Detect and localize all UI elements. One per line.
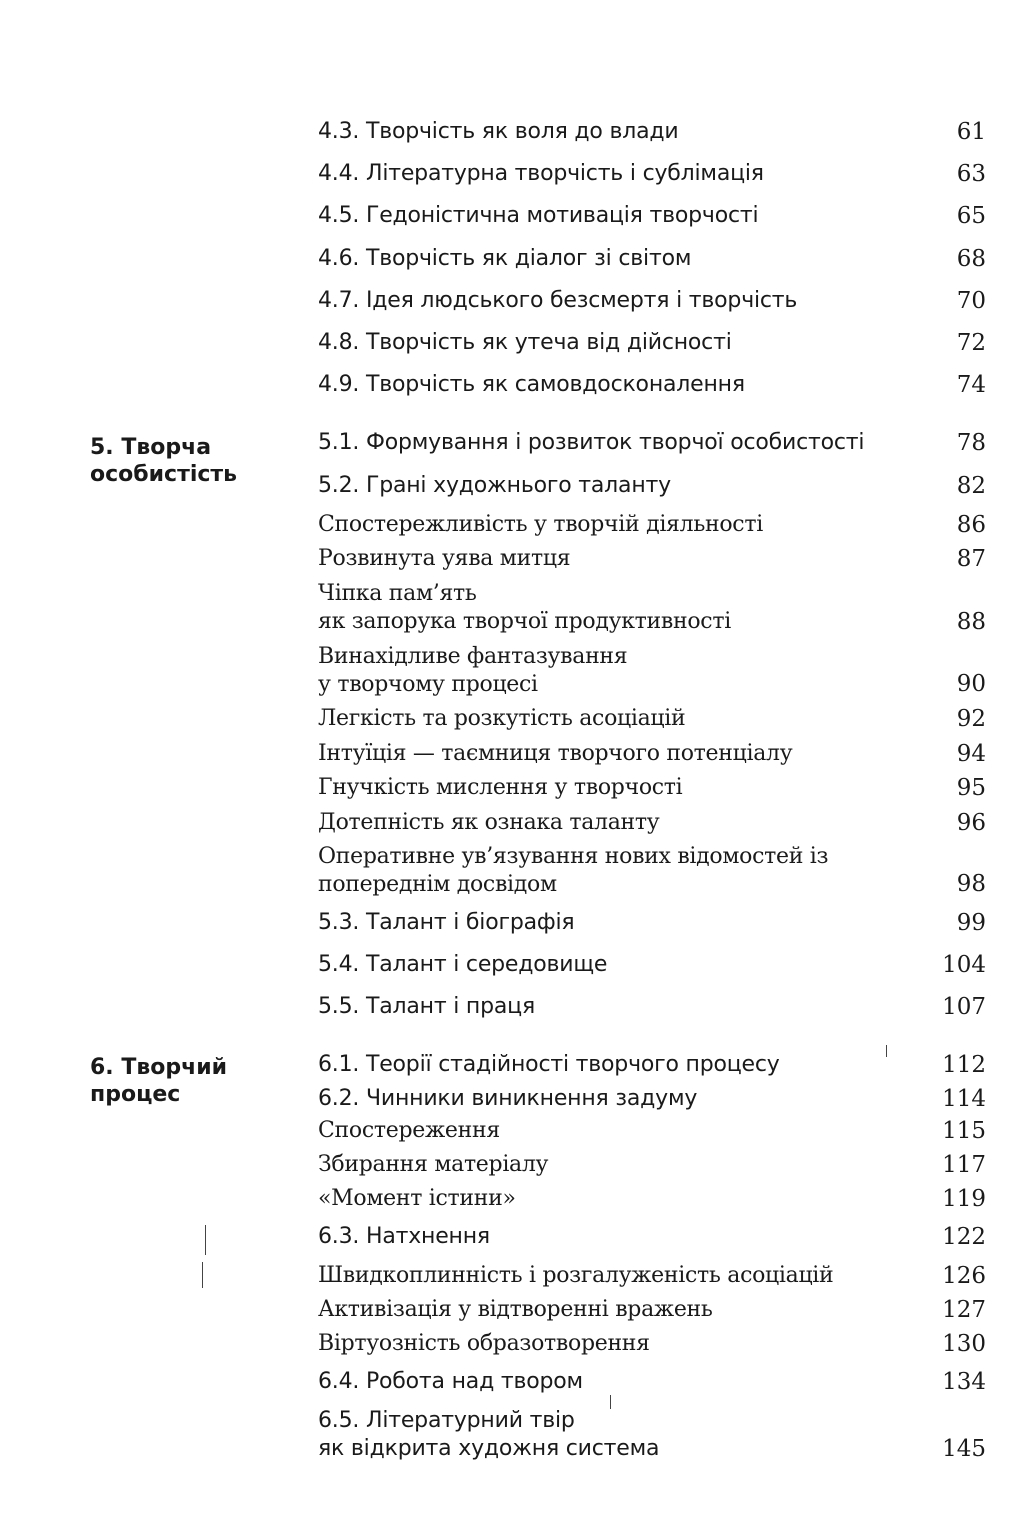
toc-entry-text: 4.9. Творчість як самовдосконалення: [318, 372, 745, 397]
toc-entry[interactable]: [318, 371, 878, 399]
toc-page-number: 88: [956, 609, 986, 635]
toc-page-number: 98: [956, 871, 986, 897]
toc-entry[interactable]: [318, 287, 878, 315]
toc-page-number: 70: [956, 288, 986, 314]
toc-entry[interactable]: [318, 993, 878, 1021]
toc-entry-text: Віртуозність образотворення: [318, 1331, 650, 1356]
toc-entry-text: Чіпка пам’ять: [318, 581, 477, 606]
toc-entry-text: 4.7. Ідея людського безсмертя і творчість: [318, 288, 798, 313]
toc-entry-text: Спостережливість у творчій діяльності: [318, 512, 763, 537]
toc-entry[interactable]: [318, 1085, 878, 1113]
toc-entry-text: Гнучкість мислення у творчості: [318, 775, 683, 800]
toc-entry-text: у творчому процесі: [318, 672, 538, 697]
toc-entry[interactable]: [318, 329, 878, 357]
toc-entry-text: 4.3. Творчість як воля до влади: [318, 119, 679, 144]
toc-entry[interactable]: [318, 1407, 878, 1463]
toc-page-number: 94: [956, 741, 986, 767]
section-title-line: 5. Творча: [90, 435, 212, 460]
toc-entry-text: 4.4. Літературна творчість і сублімація: [318, 161, 764, 186]
toc-page-number: 127: [942, 1297, 986, 1323]
toc-page-number: 115: [942, 1118, 986, 1144]
toc-entry-text: Розвинута уява митця: [318, 546, 571, 571]
toc-entry-text: як відкрита художня система: [318, 1436, 660, 1461]
toc-page-number: 114: [942, 1086, 986, 1112]
toc-entry[interactable]: [318, 429, 878, 457]
toc-entry-text: 6.4. Робота над твором: [318, 1369, 583, 1394]
toc-page-number: 65: [956, 203, 986, 229]
scan-mark: [205, 1225, 206, 1255]
toc-entry[interactable]: [318, 843, 878, 899]
toc-page-number: 78: [956, 430, 986, 456]
toc-page-number: 122: [942, 1224, 986, 1250]
section-title-creative-process: [90, 1054, 290, 1108]
toc-entry[interactable]: [318, 1368, 878, 1396]
toc-entry[interactable]: [318, 1117, 878, 1145]
toc-entry[interactable]: [318, 118, 878, 146]
toc-page-number: 61: [956, 119, 986, 145]
toc-page-number: 87: [956, 546, 986, 572]
toc-entry[interactable]: [318, 809, 878, 837]
toc-entry[interactable]: [318, 580, 878, 636]
toc-page-number: 134: [942, 1369, 986, 1395]
toc-entry-text: Винахідливе фантазування: [318, 644, 628, 669]
toc-entry[interactable]: [318, 705, 878, 733]
toc-page-number: 90: [956, 671, 986, 697]
scan-mark: [202, 1262, 203, 1288]
toc-page-number: 126: [942, 1263, 986, 1289]
toc-entry[interactable]: [318, 643, 878, 699]
toc-page-number: 95: [956, 775, 986, 801]
toc-entry-text: 5.3. Талант і біографія: [318, 910, 575, 935]
toc-page-number: 145: [942, 1436, 986, 1462]
toc-page-number: 82: [956, 473, 986, 499]
section-title-creative-personality: [90, 434, 290, 488]
toc-entry[interactable]: [318, 1151, 878, 1179]
section-title-line: 6. Творчий: [90, 1055, 228, 1080]
toc-page-number: 68: [956, 246, 986, 272]
toc-entry-text: 4.5. Гедоністична мотивація творчості: [318, 203, 759, 228]
toc-page-number: 74: [956, 372, 986, 398]
toc-entry[interactable]: [318, 160, 878, 188]
toc-entry[interactable]: [318, 1330, 878, 1358]
toc-entry[interactable]: [318, 909, 878, 937]
toc-entry[interactable]: [318, 1223, 878, 1251]
toc-entry-text: 5.5. Талант і праця: [318, 994, 535, 1019]
toc-entry-text: 4.6. Творчість як діалог зі світом: [318, 246, 692, 271]
toc-page-number: 96: [956, 810, 986, 836]
toc-entry-text: Легкість та розкутість асоціацій: [318, 706, 686, 731]
toc-entry[interactable]: [318, 472, 878, 500]
toc-entry-text: 5.1. Формування і розвиток творчої особистості: [318, 430, 865, 455]
toc-entry-text: Збирання матеріалу: [318, 1152, 549, 1177]
toc-entry-text: 5.2. Грані художнього таланту: [318, 473, 671, 498]
toc-page-number: 104: [942, 952, 986, 978]
toc-page-number: 92: [956, 706, 986, 732]
toc-entry-text: «Момент істини»: [318, 1186, 516, 1211]
toc-entry[interactable]: [318, 1262, 878, 1290]
toc-page-number: 99: [956, 910, 986, 936]
section-title-line: процес: [90, 1082, 181, 1107]
toc-page-number: 112: [942, 1052, 986, 1078]
toc-entry-text: Швидкоплинність і розгалуженість асоціацій: [318, 1263, 834, 1288]
toc-entry[interactable]: [318, 1296, 878, 1324]
toc-entry[interactable]: [318, 951, 878, 979]
toc-entry-text: 5.4. Талант і середовище: [318, 952, 608, 977]
scan-mark: [610, 1395, 611, 1409]
toc-page-number: 119: [942, 1186, 986, 1212]
toc-entry[interactable]: [318, 511, 878, 539]
toc-entry[interactable]: [318, 1185, 878, 1213]
toc-entry[interactable]: [318, 545, 878, 573]
toc-entry[interactable]: [318, 1051, 878, 1079]
toc-entry[interactable]: [318, 245, 878, 273]
scan-mark: [886, 1045, 887, 1057]
toc-entry[interactable]: [318, 740, 878, 768]
section-title-line: особистість: [90, 462, 238, 487]
toc-entry-text: Активізація у відтворенні вражень: [318, 1297, 713, 1322]
toc-page-number: 72: [956, 330, 986, 356]
toc-entry-text: 6.5. Літературний твір: [318, 1408, 575, 1433]
toc-page-number: 117: [942, 1152, 986, 1178]
toc-entry-text: Інтуїція — таємниця творчого потенціалу: [318, 741, 793, 766]
toc-entry-text: Спостереження: [318, 1118, 500, 1143]
toc-page-number: 130: [942, 1331, 986, 1357]
toc-page-number: 107: [942, 994, 986, 1020]
toc-entry-text: 6.2. Чинники виникнення задуму: [318, 1086, 698, 1111]
toc-entry-text: як запорука творчої продуктивності: [318, 609, 731, 634]
toc-entry-text: 6.3. Натхнення: [318, 1224, 490, 1249]
toc-entry-text: 6.1. Теорії стадійності творчого процесу: [318, 1052, 780, 1077]
toc-entry[interactable]: [318, 202, 878, 230]
toc-entry-text: попереднім досвідом: [318, 872, 557, 897]
toc-entry-text: Дотепність як ознака таланту: [318, 810, 660, 835]
toc-entry-text: Оперативне ув’язування нових відомостей із: [318, 844, 829, 869]
toc-entry-text: 4.8. Творчість як утеча від дійсності: [318, 330, 732, 355]
toc-page-number: 86: [956, 512, 986, 538]
toc-entry[interactable]: [318, 774, 878, 802]
toc-page-number: 63: [956, 161, 986, 187]
